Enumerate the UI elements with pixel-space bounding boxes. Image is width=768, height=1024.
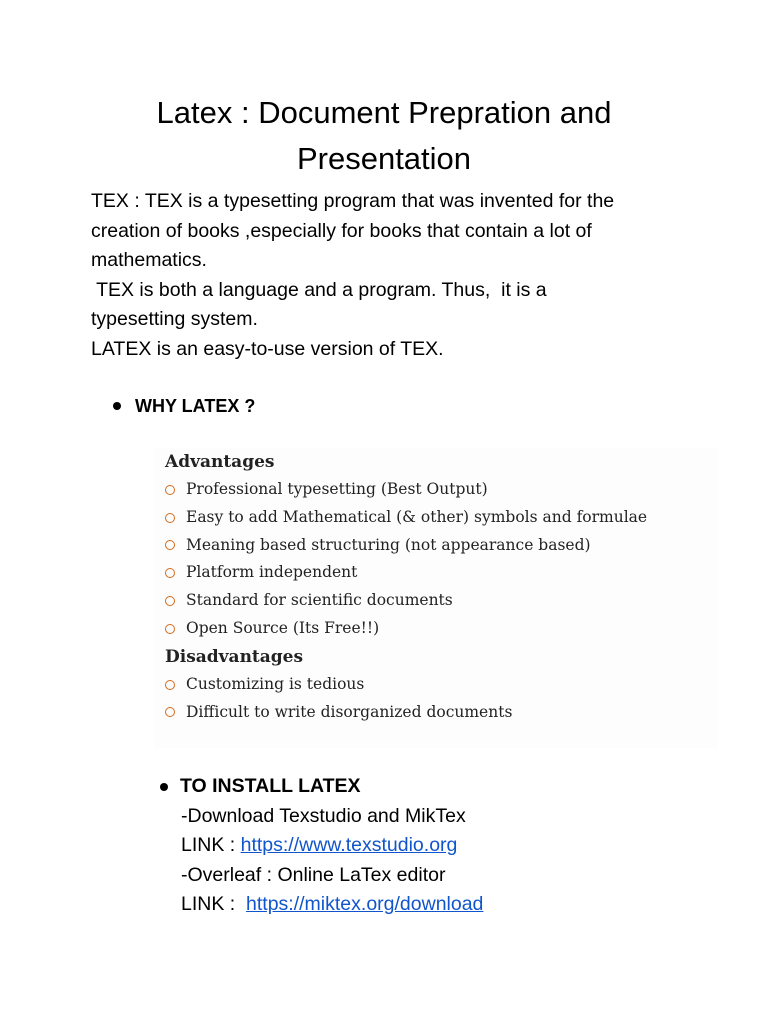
list-item-text: Easy to add Mathematical (& other) symbols and formulae [186,507,648,526]
link-label: LINK : [181,834,241,856]
install-heading: TO INSTALL LATEX [180,775,361,797]
advantages-image [154,448,718,748]
texstudio-link[interactable]: https://www.texstudio.org [240,834,458,856]
intro-line: TEX : TEX is a typesetting program that was invented for the [91,190,615,212]
title-line-2: Presentation [296,141,472,176]
list-item-text: Professional typesetting (Best Output) [186,480,488,498]
ring-bullet-icon [165,485,175,495]
list-item [154,699,718,727]
install-line: -Download Texstudio and MikTex [181,804,466,827]
disadvantages-list [154,671,718,727]
why-latex-heading: WHY LATEX ? [135,396,256,416]
link-line [160,831,483,861]
list-item-text: Customizing is tedious [186,674,365,693]
ring-bullet-icon [165,540,175,550]
list-item-text: Open Source (Its Free!!) [186,618,380,637]
list-item-text: Standard for scientific documents [186,591,453,610]
list-item [154,615,718,643]
list-item [154,559,718,587]
miktex-link[interactable]: https://miktex.org/download [246,893,484,915]
title-line-1: Latex : Document Prepration and [156,95,612,130]
bullet-dot-icon [160,783,168,791]
intro-line: TEX is both a language and a program. Thus, it is a [91,278,547,301]
why-latex-bullet [113,393,255,419]
ring-bullet-icon [165,596,175,606]
advantages-list [154,476,718,643]
list-item [154,532,718,560]
disadvantages-heading: Disadvantages [165,646,304,667]
list-item [154,476,718,504]
bullet-dot-icon [113,402,121,410]
page-title [0,90,768,182]
intro-line: creation of books ,especially for books that contain a lot of [91,219,592,242]
advantages-heading: Advantages [165,452,275,472]
install-section [160,772,483,920]
list-item [154,504,718,532]
ring-bullet-icon [165,513,175,523]
list-item [154,587,718,615]
list-item-text: Meaning based structuring (not appearance based) [186,535,591,554]
list-item-text: Platform independent [186,563,358,582]
install-bullet [160,772,483,802]
ring-bullet-icon [165,680,175,690]
list-item-text: Difficult to write disorganized documents [186,702,513,721]
intro-line: LATEX is an easy-to-use version of TEX. [91,337,444,360]
intro-line: typesetting system. [91,308,258,330]
list-item [154,671,718,699]
intro-line: mathematics. [91,249,207,271]
install-line: -Overleaf : Online LaTex editor [181,863,446,886]
link-label: LINK : [181,893,247,915]
ring-bullet-icon [165,624,175,634]
ring-bullet-icon [165,568,175,578]
intro-paragraph [91,187,731,364]
ring-bullet-icon [165,707,175,717]
link-line [160,890,483,920]
